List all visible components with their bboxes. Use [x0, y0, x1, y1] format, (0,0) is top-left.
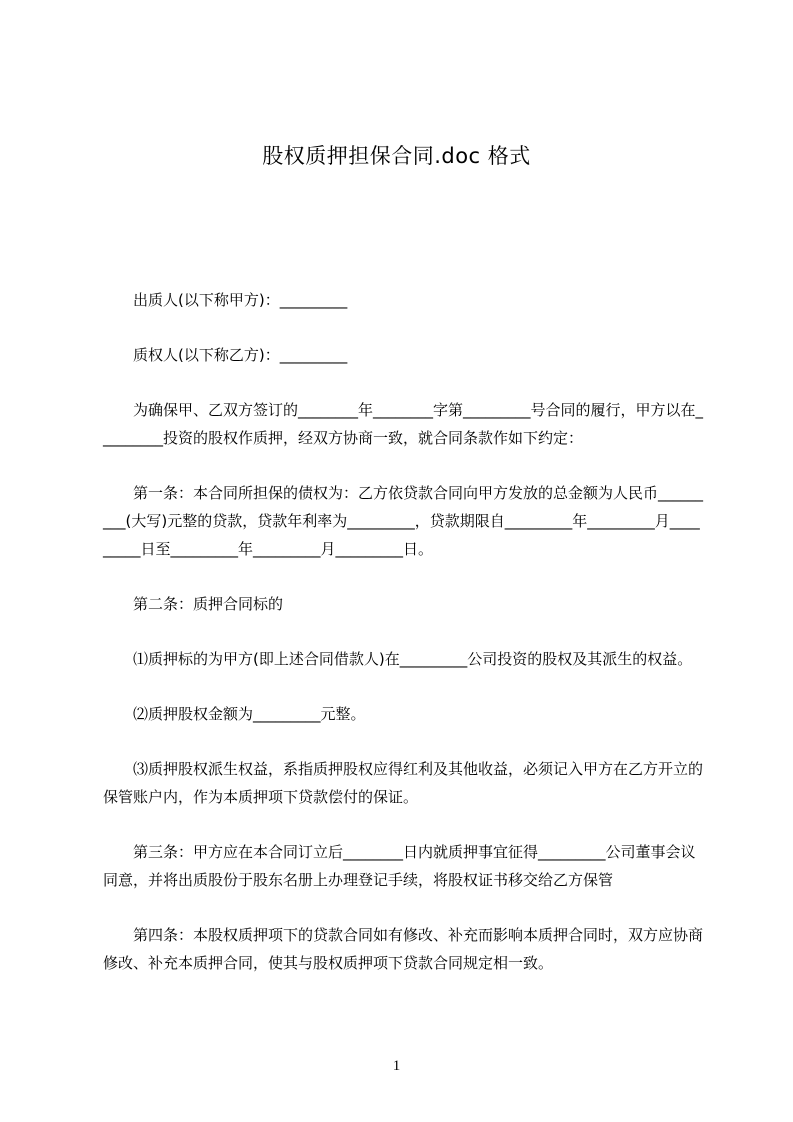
pledgor-line: 出质人(以下称甲方)：_________ [133, 291, 348, 309]
page-number: 1 [392, 1058, 401, 1074]
article-2-item-2: ⑵质押股权金额为_________元整。 [133, 705, 366, 723]
article-2-item-3: ⑶质押股权派生权益，系指质押股权应得红利及其他收益，必须记入甲方在乙方开立的保管账户内，作为本质押项下贷款偿付的保证。 [103, 760, 704, 806]
article-2-item-1: ⑴质押标的为甲方(即上述合同借款人)在_________公司投资的股权及其派生的权益。 [133, 650, 693, 668]
article-4-paragraph: 第四条：本股权质押项下的贷款合同如有修改、补充而影响本质押合同时，双方应协商修改、补充本质押合同，使其与股权质押项下贷款合同规定相一致。 [103, 926, 704, 972]
preamble-paragraph: 为确保甲、乙双方签订的________年________字第_________号合同的履行，甲方以在_________投资的股权作质押，经双方协商一致，就合同条款作如下约定： [103, 401, 704, 447]
article-1-paragraph: 第一条：本合同所担保的债权为：乙方依贷款合同向甲方发放的总金额为人民币_________(大写)元整的贷款，贷款年利率为_________，贷款期限自_________年_________月_________日至_________年_________月_________日。 [103, 484, 704, 558]
document-title: 股权质押担保合同.doc 格式 [262, 144, 531, 168]
article-3-paragraph: 第三条：甲方应在本合同订立后________日内就质押事宜征得_________公司董事会议同意，并将出质股份于股东名册上办理登记手续，将股权证书移交给乙方保管 [103, 843, 696, 889]
article-2-heading: 第二条：质押合同标的 [133, 595, 284, 613]
pledgee-line: 质权人(以下称乙方)：_________ [133, 346, 348, 364]
document-body [103, 286, 703, 977]
